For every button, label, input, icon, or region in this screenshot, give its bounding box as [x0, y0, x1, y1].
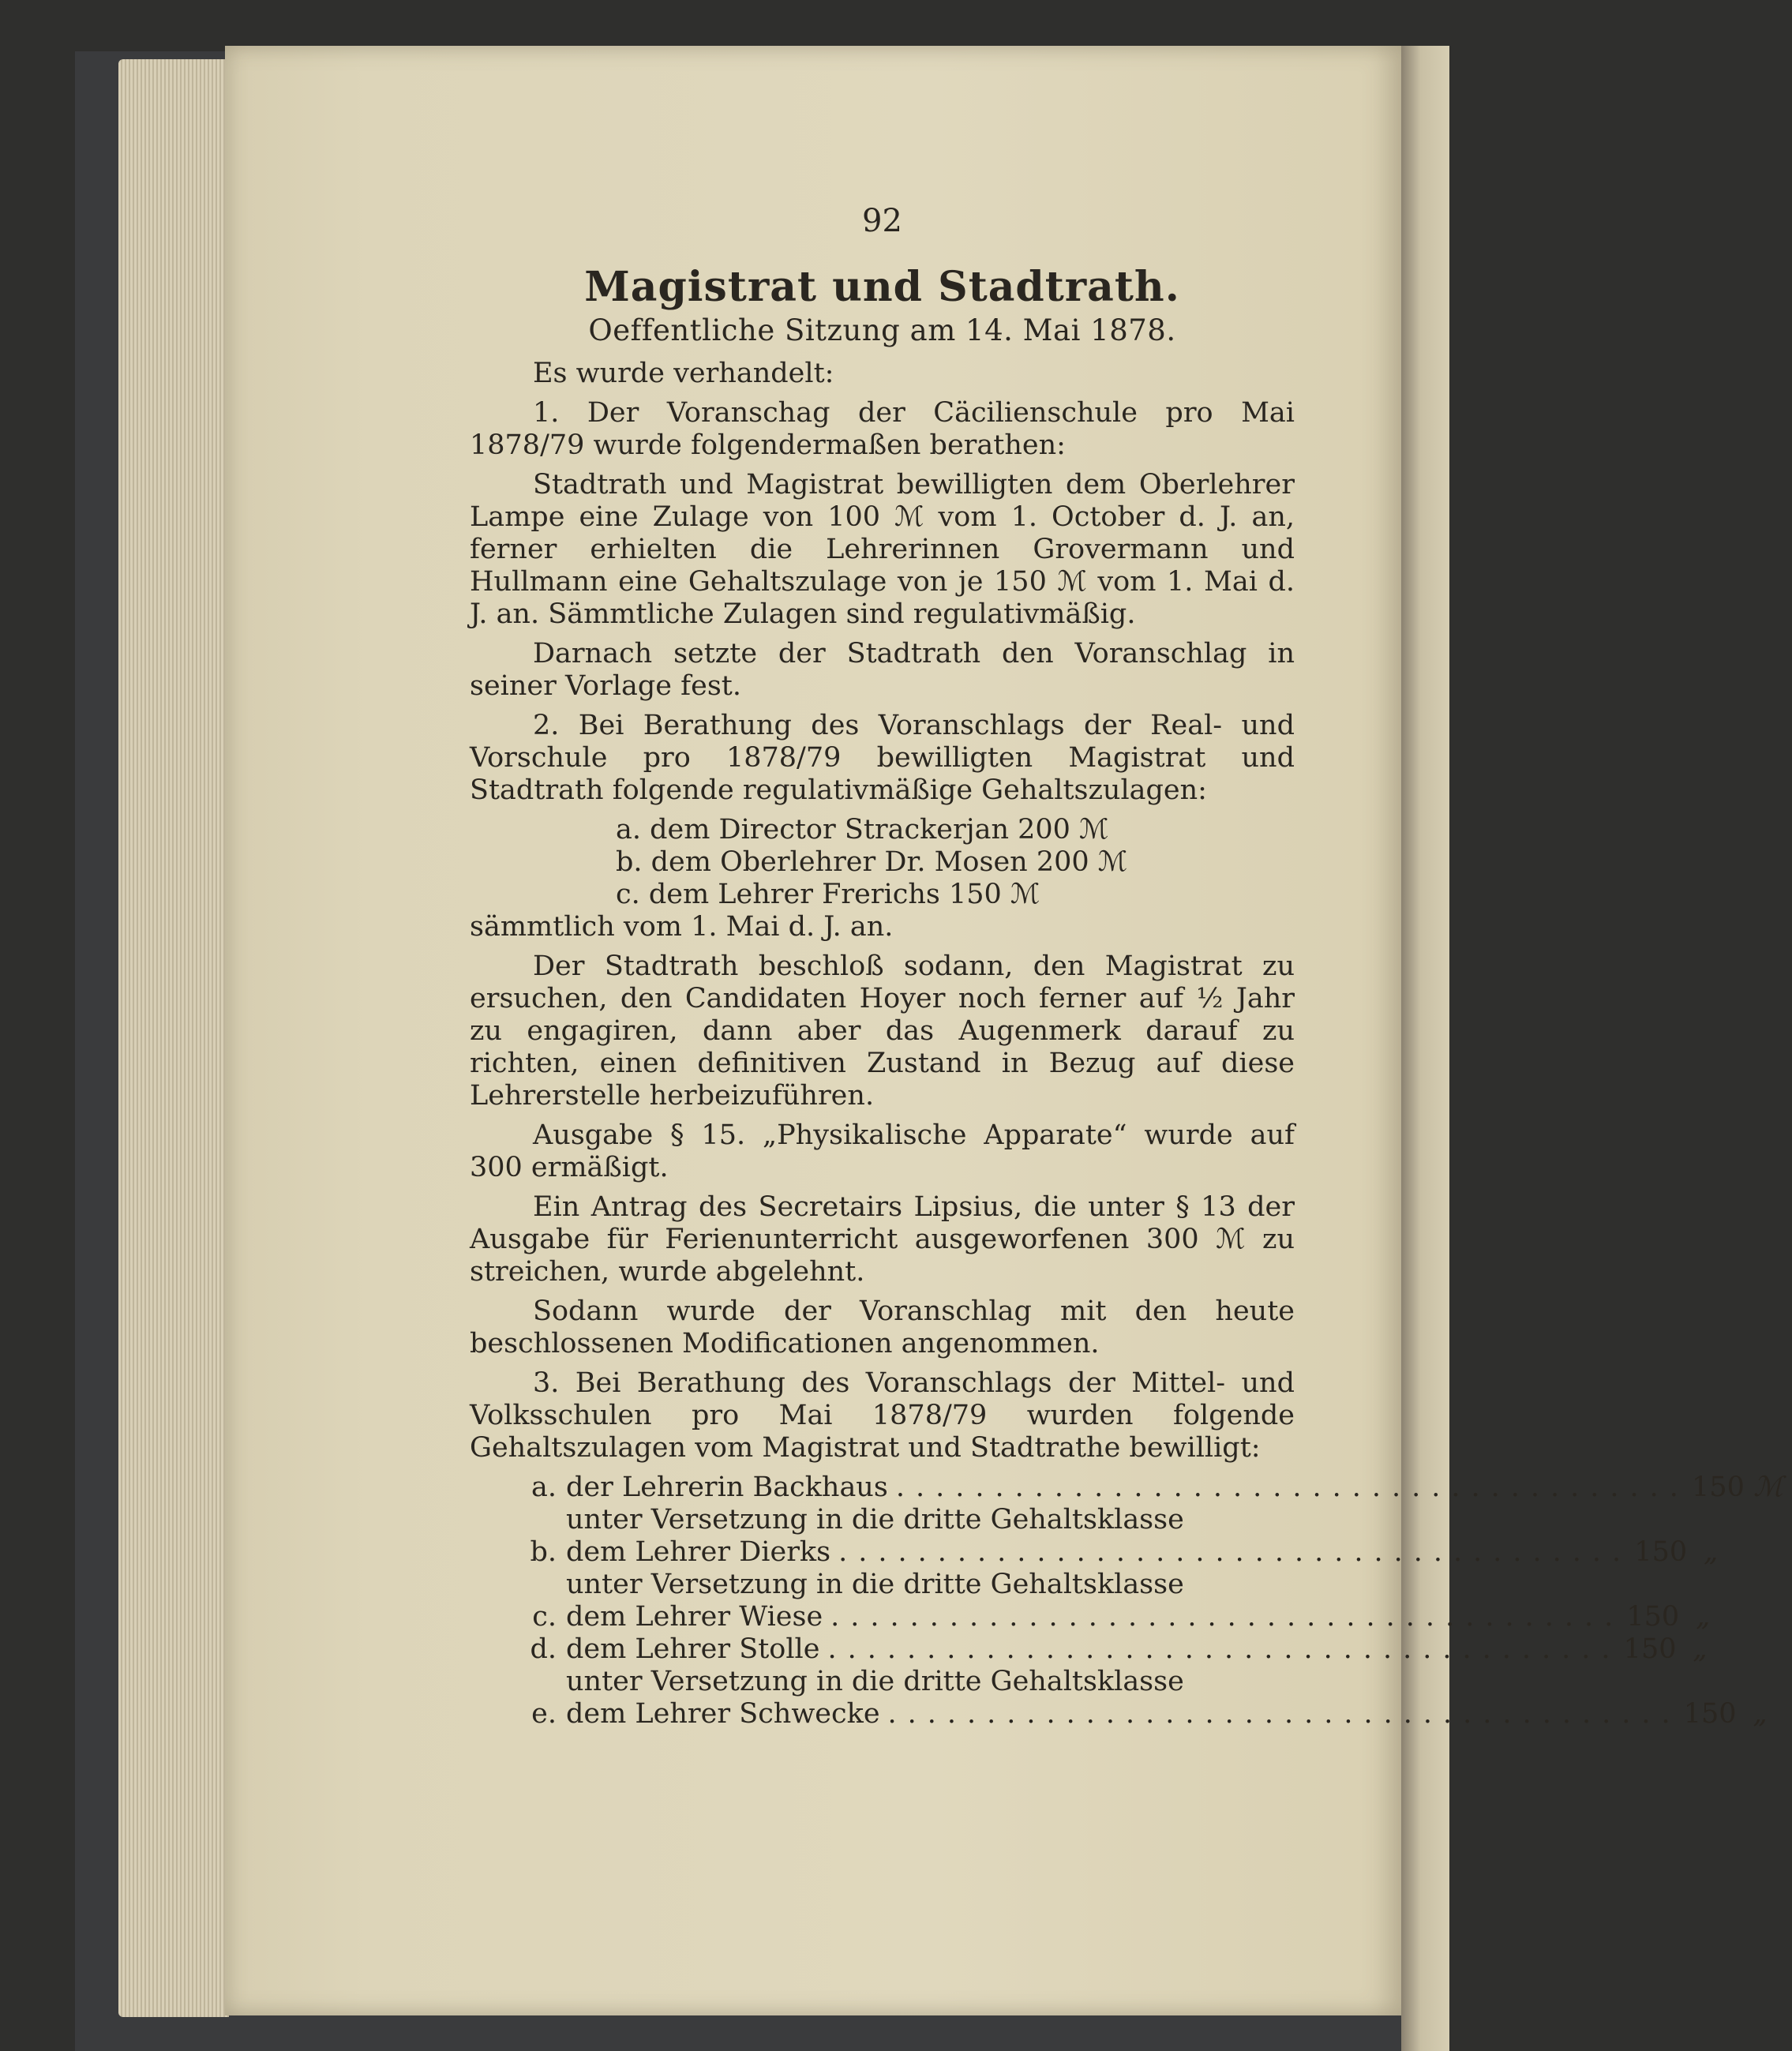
list-item: a. dem Director Strackerjan 200 ℳ — [616, 814, 1109, 846]
row-unit: „ — [1753, 1698, 1768, 1730]
paragraph-6: Ausgabe § 15. „Physikalische Apparate“ wurde auf 300 ermäßigt. — [470, 1119, 1295, 1183]
list-item: c. dem Lehrer Frerichs 150 ℳ — [616, 879, 1040, 910]
row-name: dem Lehrer Dierks — [566, 1536, 831, 1568]
table-row — [470, 1698, 1768, 1730]
dot-leaders: ........................................ — [827, 1633, 1621, 1665]
row-letter: d. — [530, 1633, 557, 1665]
row-amount: 150 — [1692, 1472, 1745, 1503]
list-closing-line: sämmtlich vom 1. Mai d. J. an. — [470, 911, 894, 943]
row-amount: 150 — [1683, 1698, 1737, 1730]
paragraph-3: Darnach setzte der Stadtrath den Voranschlag in seiner Vorlage fest. — [470, 638, 1295, 702]
row-amount: 150 — [1623, 1633, 1677, 1665]
page-number: 92 — [862, 203, 902, 239]
row-name: dem Lehrer Stolle — [566, 1633, 820, 1665]
session-subtitle: Oeffentliche Sitzung am 14. Mai 1878. — [588, 313, 1176, 347]
row-letter: a. — [531, 1472, 557, 1503]
table-row — [470, 1601, 1711, 1633]
row-letter: c. — [532, 1601, 557, 1633]
row-amount: 150 — [1626, 1601, 1680, 1633]
row-unit: „ — [1704, 1536, 1719, 1568]
row-name: dem Lehrer Schwecke — [566, 1698, 880, 1730]
table-row — [470, 1472, 1783, 1504]
row-unit: ℳ — [1753, 1472, 1783, 1503]
row-letter: e. — [531, 1698, 557, 1730]
dot-leaders: ........................................ — [838, 1536, 1633, 1568]
paragraph-1: 1. Der Voranschag der Cäcilienschule pro Mai 1878/79 wurde folgendermaßen berathen: — [470, 397, 1295, 461]
realschule-salary-list — [470, 814, 1295, 943]
row-letter: b. — [530, 1536, 557, 1568]
dot-leaders: ........................................ — [895, 1472, 1689, 1503]
paragraph-7: Ein Antrag des Secretairs Lipsius, die unter § 13 der Ausgabe für Ferienunterricht ausgeworfenen 300 ℳ zu streichen, wurde abgelehnt. — [470, 1191, 1295, 1288]
list-item: b. dem Oberlehrer Dr. Mosen 200 ℳ — [616, 846, 1128, 878]
row-note: unter Versetzung in die dritte Gehaltsklasse — [566, 1569, 1184, 1600]
paragraph-2: Stadtrath und Magistrat bewilligten dem Oberlehrer Lampe eine Zulage von 100 ℳ vom 1. October d. J. an, ferner erhielten die Lehrerinnen Grovermann und Hullmann eine Gehaltszulage von je 150 ℳ vom 1. Mai d. J. an. Sämmtliche Zulagen sind regulativmäßig. — [470, 469, 1295, 630]
table-row — [470, 1536, 1719, 1569]
paragraph-5: Der Stadtrath beschloß sodann, den Magistrat zu ersuchen, den Candidaten Hoyer noch ferner auf ½ Jahr zu engagiren, dann aber das Augenmerk darauf zu richten, einen definitiven Zustand in Bezug auf diese Lehrerstelle herbeizuführen. — [470, 951, 1295, 1112]
paragraph-9: 3. Bei Berathung des Voranschlags der Mittel- und Volksschulen pro Mai 1878/79 wurden folgende Gehaltszulagen vom Magistrat und Stadtrathe bewilligt: — [470, 1367, 1295, 1464]
page-stack-edge — [118, 59, 229, 2017]
row-amount: 150 — [1634, 1536, 1688, 1568]
page-title: Magistrat und Stadtrath. — [584, 263, 1180, 311]
row-unit: „ — [1693, 1633, 1708, 1665]
facing-page-edge — [1401, 46, 1449, 2051]
row-unit: „ — [1696, 1601, 1711, 1633]
row-name: dem Lehrer Wiese — [566, 1601, 823, 1633]
row-note: unter Versetzung in die dritte Gehaltsklasse — [566, 1504, 1184, 1535]
dot-leaders: ........................................ — [887, 1698, 1681, 1730]
paragraph-4: 2. Bei Berathung des Voranschlags der Real- und Vorschule pro 1878/79 bewilligten Magistrat und Stadtrath folgende regulativmäßige Gehaltszulagen: — [470, 710, 1295, 806]
volksschule-salary-list — [470, 1472, 1783, 1730]
row-name: der Lehrerin Backhaus — [566, 1472, 888, 1503]
page-text — [470, 189, 1783, 1730]
intro-line: Es wurde verhandelt: — [533, 358, 834, 389]
row-note: unter Versetzung in die dritte Gehaltsklasse — [566, 1666, 1184, 1697]
dot-leaders: ........................................ — [830, 1601, 1625, 1633]
table-row — [470, 1633, 1708, 1666]
paragraph-8: Sodann wurde der Voranschlag mit den heute beschlossenen Modificationen angenommen. — [470, 1295, 1295, 1359]
